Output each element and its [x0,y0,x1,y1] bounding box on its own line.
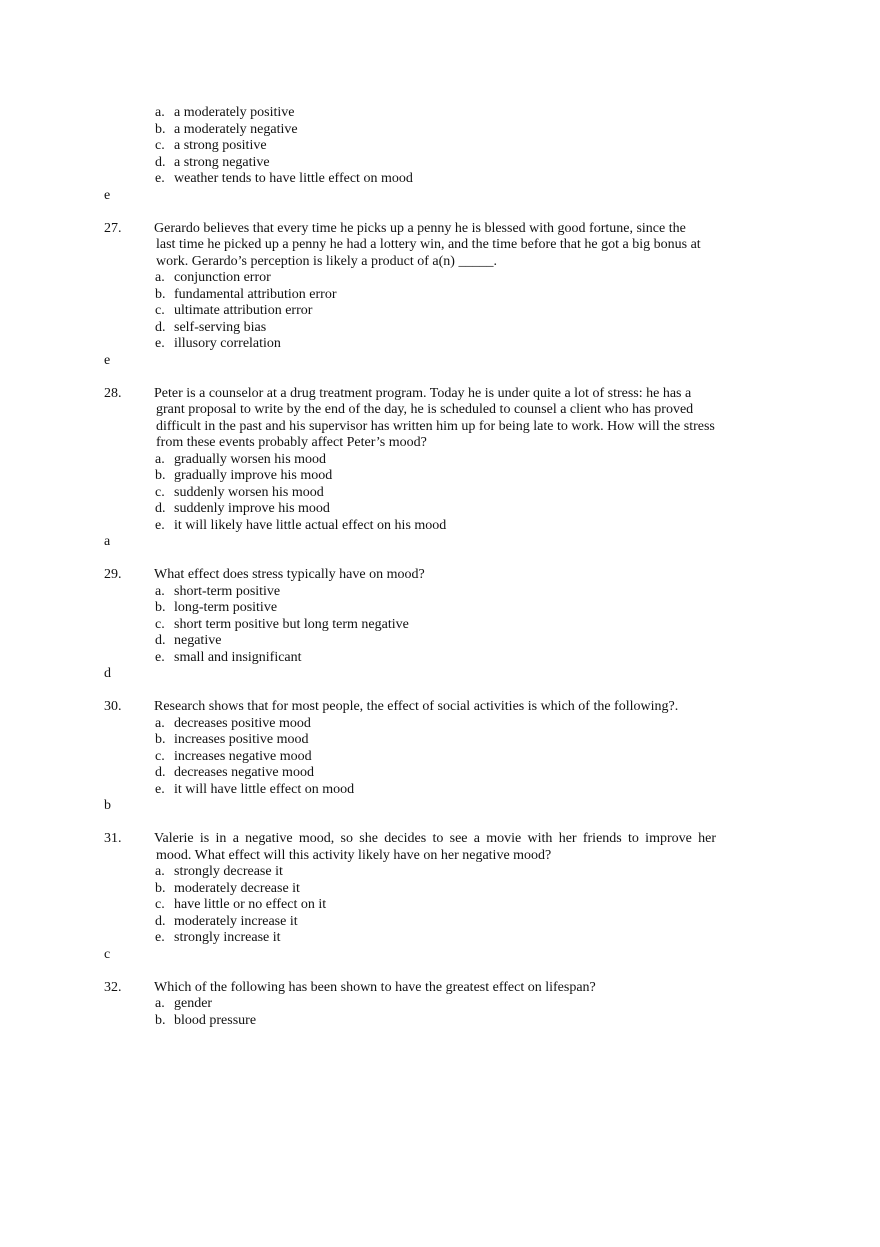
question-text: work. Gerardo’s perception is likely a product of a(n) _____. [156,253,497,269]
question-text-line [0,567,880,584]
option-text: self-serving bias [174,319,267,335]
option-letter: c. [155,138,165,153]
question-text: What effect does stress typically have on mood? [154,567,425,582]
option-letter: e. [155,336,165,351]
question-text-line [0,419,880,436]
option-letter: a. [155,583,165,599]
answer-option [0,765,880,782]
answer-option [0,501,880,518]
question-number: 30. [104,699,122,714]
option-text: strongly increase it [174,930,281,945]
option-text: gradually worsen his mood [174,451,327,467]
answer-option [0,584,880,601]
question-number: 31. [104,831,122,846]
option-letter: a. [155,864,165,879]
answer-option [0,138,880,155]
question-text-line [0,980,880,997]
question-text-line [0,699,880,716]
question-text: Which of the following has been shown to have the greatest effect on lifespan? [154,979,596,995]
answer-option [0,171,880,188]
question-text-line [0,237,880,254]
option-text: blood pressure [174,1012,257,1028]
answer-option [0,897,880,914]
question-number: 27. [104,220,122,236]
option-letter: c. [155,484,165,500]
option-text: long-term positive [174,600,278,615]
question-number: 29. [104,567,122,582]
option-letter: c. [155,897,165,912]
question-text: grant proposal to write by the end of the day, he is scheduled to counsel a client who has proved [156,402,694,417]
answer-option [0,303,880,320]
answer-key: e [104,352,111,368]
option-letter: c. [155,303,165,318]
option-letter: a. [155,715,165,731]
question-text: Research shows that for most people, the effect of social activities is which of the following?. [154,699,679,714]
answer-option [0,650,880,667]
answer-option [0,633,880,650]
option-text: it will likely have little actual effect on his mood [174,517,447,533]
answer-option [0,716,880,733]
spacer [0,963,880,980]
option-letter: c. [155,616,165,632]
question-text-line [0,848,880,865]
option-text: suddenly improve his mood [174,501,330,516]
option-text: decreases negative mood [174,765,314,780]
answer-key: c [104,946,111,962]
question-text-line [0,435,880,452]
option-text: negative [174,633,222,648]
option-letter: e. [155,649,165,665]
option-text: gradually improve his mood [174,468,333,483]
answer-option [0,996,880,1013]
option-letter: d. [155,765,166,780]
answer-option [0,782,880,799]
answer-option [0,617,880,634]
answer-option [0,1013,880,1030]
option-letter: e. [155,171,165,186]
option-letter: d. [155,319,166,335]
option-text: increases negative mood [174,748,312,764]
answer-option [0,864,880,881]
option-letter: b. [155,1012,166,1028]
answer-option [0,105,880,122]
answer-key: e [104,187,111,203]
answer-option [0,749,880,766]
option-letter: c. [155,748,165,764]
answer-key: d [104,666,111,681]
option-letter: a. [155,105,165,120]
spacer [0,551,880,568]
option-letter: e. [155,781,165,797]
option-letter: b. [155,600,166,615]
answer-option [0,270,880,287]
option-letter: b. [155,121,166,137]
answer-option [0,881,880,898]
option-letter: d. [155,633,166,648]
question-text: from these events probably affect Peter’s mood? [156,435,427,450]
option-text: short-term positive [174,583,281,599]
option-letter: b. [155,732,166,747]
option-letter: d. [155,501,166,516]
option-text: weather tends to have little effect on mood [174,171,413,186]
answer-option [0,600,880,617]
question-text-line [0,221,880,238]
option-text: conjunction error [174,270,271,285]
question-text-line [0,386,880,403]
exam-page [0,105,880,1029]
answer-option [0,452,880,469]
option-text: ultimate attribution error [174,303,313,318]
option-letter: d. [155,913,166,929]
spacer [0,815,880,832]
option-text: moderately decrease it [174,880,300,896]
option-text: increases positive mood [174,732,309,747]
question-text: last time he picked up a penny he had a lottery win, and the time before that he got a big bonus at [156,237,701,252]
question-text: Gerardo believes that every time he picks up a penny he is blessed with good fortune, since the [154,220,686,236]
option-text: have little or no effect on it [174,897,327,912]
option-text: small and insignificant [174,649,302,665]
option-letter: a. [155,996,165,1011]
option-letter: a. [155,270,165,285]
spacer [0,204,880,221]
answer-option [0,732,880,749]
answer-option [0,320,880,337]
question-text: Valerie is in a negative mood, so she decides to see a movie with her friends to improve her [154,831,716,846]
option-text: moderately increase it [174,913,298,929]
question-text: Peter is a counselor at a drug treatment program. Today he is under quite a lot of stress: he has a [154,385,692,401]
option-letter: d. [155,154,166,170]
option-text: strongly decrease it [174,864,283,879]
option-letter: b. [155,468,166,483]
option-text: fundamental attribution error [174,286,337,302]
question-text-line [0,831,880,848]
question-text: mood. What effect will this activity likely have on her negative mood? [156,847,552,863]
option-text: decreases positive mood [174,715,311,731]
answer-option [0,122,880,139]
answer-option [0,485,880,502]
option-text: it will have little effect on mood [174,781,355,797]
option-text: a strong negative [174,154,270,170]
option-text: gender [174,996,213,1011]
answer-option [0,914,880,931]
option-letter: a. [155,451,165,467]
option-text: short term positive but long term negative [174,616,409,632]
option-letter: b. [155,880,166,896]
answer-option [0,287,880,304]
answer-option [0,336,880,353]
option-text: a moderately positive [174,105,295,120]
option-text: a strong positive [174,138,267,153]
answer-option [0,930,880,947]
question-number: 32. [104,979,122,995]
answer-option [0,518,880,535]
answer-key: a [104,534,111,549]
option-text: a moderately negative [174,121,298,137]
question-text-line [0,254,880,271]
answer-option [0,468,880,485]
question-text: difficult in the past and his supervisor has written him up for being late to work. How will the stress [156,418,715,434]
answer-option [0,155,880,172]
option-letter: b. [155,286,166,302]
option-letter: e. [155,517,165,533]
question-number: 28. [104,385,122,401]
spacer [0,683,880,700]
option-letter: e. [155,930,165,945]
spacer [0,369,880,386]
question-text-line [0,402,880,419]
answer-key: b [104,798,111,813]
option-text: illusory correlation [174,336,281,351]
option-text: suddenly worsen his mood [174,484,324,500]
